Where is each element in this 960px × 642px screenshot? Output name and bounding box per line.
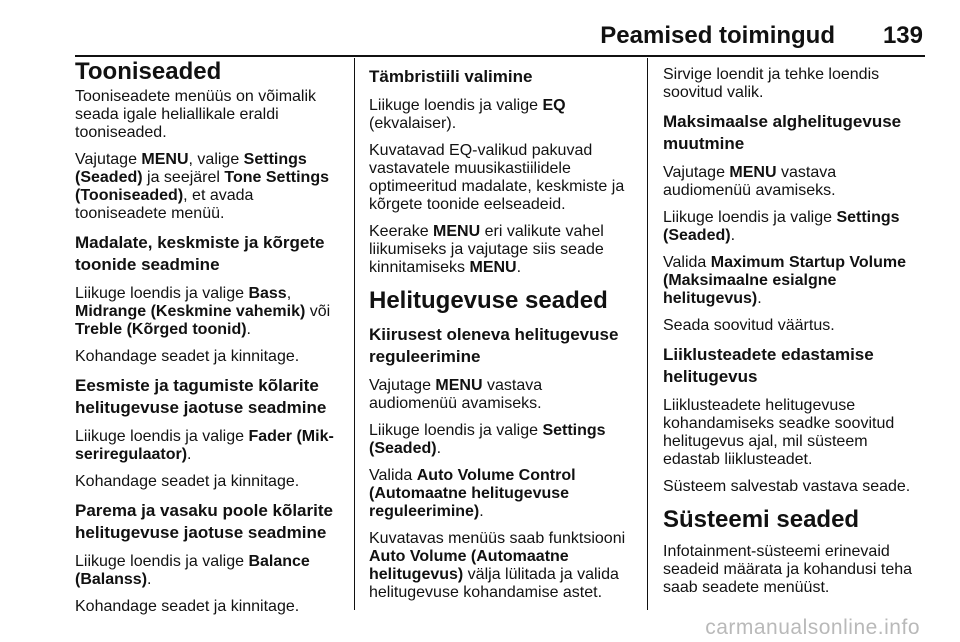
- text: Liikuge loendis ja valige: [369, 97, 543, 114]
- text: Liikuge loendis ja valige: [75, 285, 249, 302]
- header-title: Peamised toimingud: [600, 22, 835, 49]
- menu-key-label: MENU: [729, 164, 777, 181]
- text: Liikuge loendis ja valige: [663, 209, 837, 226]
- text: vastava audiomenüü avamiseks.: [369, 377, 543, 412]
- column-divider-2: [647, 58, 648, 610]
- menu-key-label: MENU: [433, 223, 481, 240]
- menu-key-label: MENU: [469, 259, 517, 276]
- menu-item-label: Fader (Mikseriregulaator): [75, 428, 334, 463]
- subheading-balance: Parema ja vasaku poole kõlarite helitugevuse jaotuse seadmine: [75, 501, 333, 542]
- menu-item-label: Tone Settings (Tooniseaded): [75, 169, 329, 204]
- watermark-text: carmanualsonline.info: [705, 616, 920, 639]
- menu-key-label: MENU: [141, 151, 189, 168]
- text: Liikuge loendis ja valige: [75, 428, 249, 445]
- paragraph: Seada soovitud väärtus.: [663, 317, 835, 334]
- paragraph: Süsteem salvestab vastava seade.: [663, 478, 911, 495]
- paragraph: [369, 530, 631, 602]
- paragraph: Kohandage seadet ja kinnitage.: [75, 348, 300, 365]
- text: eri valikute vahel liikumiseks ja vajutage siis seade kinnitamiseks: [369, 223, 604, 276]
- menu-item-label: Auto Volume (Automaatne helitugevus): [369, 548, 569, 583]
- text: .: [730, 227, 736, 244]
- text: Vajutage: [663, 164, 730, 181]
- section-heading-volume-settings: Helitugevuse seaded: [369, 287, 608, 314]
- text: , et avada tooniseadete menüü.: [75, 187, 254, 222]
- text: Valida: [369, 467, 417, 484]
- text: Liikuge loendis ja valige: [75, 553, 249, 570]
- text: Vajutage: [75, 151, 142, 168]
- text: .: [479, 503, 484, 520]
- paragraph: Infotainment-süsteemi erinevaid seadeid määrata ja kohandusi teha saab seadete menüüst.: [663, 543, 913, 596]
- paragraph: [369, 223, 631, 277]
- paragraph: [663, 209, 925, 245]
- text: ,: [286, 285, 292, 302]
- paragraph: Liiklusteadete helitugevuse kohandamiseks seadke soovitud helitugevus ajal, mil süsteem edastab liiklusteadet.: [663, 397, 895, 468]
- menu-item-label: Settings (Seaded): [369, 422, 606, 457]
- paragraph: [369, 97, 631, 133]
- section-heading-system-settings: Süsteemi seaded: [663, 506, 860, 533]
- column-2: [369, 62, 631, 611]
- menu-item-label: Balance (Balanss): [75, 553, 310, 588]
- text: või: [305, 303, 331, 320]
- menu-item-label: EQ: [542, 97, 566, 114]
- text: Keerake: [369, 223, 434, 240]
- menu-item-label: Treble (Kõrged toonid): [75, 321, 247, 338]
- text: (ekvalaiser).: [369, 115, 457, 132]
- text: .: [187, 446, 192, 463]
- paragraph: [663, 164, 925, 200]
- paragraph: [75, 428, 337, 464]
- text: vastava audiomenüü avamiseks.: [663, 164, 837, 199]
- column-3: [663, 62, 925, 606]
- paragraph: Sirvige loendit ja tehke loendis soovitud valik.: [663, 66, 880, 101]
- header-rule: [75, 55, 925, 57]
- column-1: [75, 58, 337, 625]
- column-divider-1: [354, 58, 355, 610]
- text: Valida: [663, 254, 711, 271]
- text: Liikuge loendis ja valige: [369, 422, 543, 439]
- text: .: [246, 321, 251, 338]
- text: .: [516, 259, 522, 276]
- text: Vajutage: [369, 377, 436, 394]
- paragraph: Tooniseadete menüüs on võimalik seada igale heliallikale eraldi tooniseaded.: [75, 88, 317, 141]
- subheading-timbre: Tämbristiili valimine: [369, 67, 533, 86]
- subheading-max-volume: Maksimaalse alghelitugevuse muutmine: [663, 112, 902, 153]
- paragraph: [75, 151, 337, 223]
- paragraph: Kohandage seadet ja kinnitage.: [75, 598, 300, 615]
- paragraph: [369, 422, 631, 458]
- menu-item-label: Maximum Startup Volume (Maksimaalne esialgne helitugevus): [663, 254, 907, 307]
- paragraph: [369, 377, 631, 413]
- paragraph: Kohandage seadet ja kinnitage.: [75, 473, 300, 490]
- text: .: [436, 440, 442, 457]
- menu-item-label: Bass: [248, 285, 287, 302]
- paragraph: Kuvatavad EQ-valikud pakuvad vastavatele muusikastiilidele optimeeritud madalate, keskmiste ja kõrgete toonide eelseadeid.: [369, 142, 625, 213]
- text: Kuvatavas menüüs saab funktsiooni: [369, 530, 626, 547]
- paragraph: [663, 254, 925, 308]
- menu-item-label: Midrange (Keskmine vahemik): [75, 303, 306, 320]
- paragraph: [369, 467, 631, 521]
- text: .: [757, 290, 762, 307]
- text: , valige: [188, 151, 244, 168]
- text: ja seejärel: [142, 169, 225, 186]
- section-heading-tone-settings: Tooniseaded: [75, 58, 222, 85]
- menu-key-label: MENU: [435, 377, 483, 394]
- subheading-bass: Madalate, keskmiste ja kõrgete toonide seadmine: [75, 233, 325, 274]
- menu-item-label: Auto Volume Control (Automaatne helitugevuse reguleerimine): [369, 467, 576, 520]
- paragraph: [75, 285, 337, 339]
- text: välja lülitada ja valida helitugevuse kohandamise astet.: [369, 566, 619, 601]
- menu-item-label: Settings (Seaded): [75, 151, 307, 186]
- text: .: [147, 571, 152, 588]
- subheading-speed-volume: Kiirusest oleneva helitugevuse reguleerimine: [369, 325, 619, 366]
- subheading-traffic-volume: Liiklusteadete edastamise helitugevus: [663, 345, 874, 386]
- page-number: 139: [882, 22, 923, 49]
- paragraph: [75, 553, 337, 589]
- subheading-fader: Eesmiste ja tagumiste kõlarite helitugevuse jaotuse seadmine: [75, 376, 327, 417]
- menu-item-label: Settings (Seaded): [663, 209, 900, 244]
